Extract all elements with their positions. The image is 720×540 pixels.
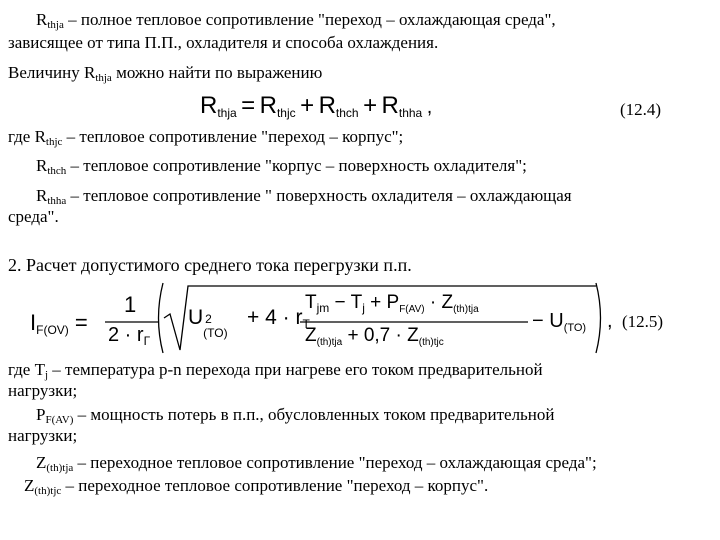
left-paren xyxy=(159,283,164,353)
text: можно найти по выражению xyxy=(111,63,323,82)
definition-continuation: среда". xyxy=(8,207,59,226)
eq-symbol: T xyxy=(305,292,317,313)
paragraph-line: зависящее от типа П.П., охладителя и способа охлаждения. xyxy=(8,33,439,52)
eq-subscript: thja xyxy=(217,106,237,120)
eq-plus: + xyxy=(300,92,315,119)
text: – тепловое сопротивление "переход – корпус"; xyxy=(62,127,404,146)
eq-comma: , xyxy=(426,96,433,118)
eq-subscript: j xyxy=(362,301,365,315)
symbol-z: Z xyxy=(24,476,35,495)
text: – тепловое сопротивление "корпус – поверхность охладителя"; xyxy=(66,156,527,175)
subscript: thja xyxy=(47,19,64,31)
eq2-minus-u xyxy=(532,310,586,334)
eq-text: + 4 · r xyxy=(247,306,303,329)
eq2-comma: , xyxy=(607,310,613,332)
definition-pfav xyxy=(36,405,555,430)
subscript: thja xyxy=(95,72,112,84)
subscript: (th)tja xyxy=(46,462,74,474)
subscript: thha xyxy=(47,195,67,207)
eq-subscript: thch xyxy=(335,106,359,120)
eq-text: − U xyxy=(532,310,564,332)
subscript: F(AV) xyxy=(45,414,74,426)
eq-text: · Z xyxy=(424,292,454,313)
eq-superscript: 2 xyxy=(205,312,212,326)
definition-tj xyxy=(8,360,543,385)
eq-text: 2 · r xyxy=(108,324,144,346)
eq-subscript: F(AV) xyxy=(399,304,425,315)
subscript: j xyxy=(44,369,49,381)
equation-number: (12.4) xyxy=(620,100,662,119)
eq2-frac-num: 1 xyxy=(124,292,137,317)
definition-continuation: нагрузки; xyxy=(8,426,78,445)
eq2-inner-numerator xyxy=(305,292,479,315)
section-heading: 2. Расчет допустимого среднего тока перегрузки п.п. xyxy=(8,255,412,275)
eq-symbol: U xyxy=(188,306,204,329)
eq2-under-root xyxy=(188,306,310,340)
eq-text: + 0,7 · Z xyxy=(342,325,419,346)
eq2-lhs xyxy=(30,310,88,337)
eq-subscript: (TO) xyxy=(563,322,587,334)
symbol-r: R xyxy=(36,10,48,29)
subscript: thch xyxy=(47,165,67,177)
symbol-r: R xyxy=(36,156,48,175)
eq-subscript: (TO) xyxy=(203,326,228,340)
definition-zthtja xyxy=(36,453,597,478)
eq-plus: + xyxy=(363,92,378,119)
eq-subscript: Г xyxy=(143,334,151,348)
eq-subscript: thjc xyxy=(276,106,296,120)
text: Величину xyxy=(8,63,84,82)
text: – полное тепловое сопротивление "переход – охлаждающая среда", xyxy=(63,10,556,29)
eq-subscript: jm xyxy=(316,301,330,315)
definition-zthtjc xyxy=(24,476,488,501)
eq-text: + P xyxy=(364,292,400,313)
text: где xyxy=(8,127,35,146)
equation-number: (12.5) xyxy=(622,312,664,331)
eq2-inner-denominator xyxy=(305,325,444,348)
text: – переходное тепловое сопротивление "переход – корпус". xyxy=(61,476,489,495)
subscript: thjc xyxy=(45,136,63,148)
text: – тепловое сопротивление " поверхность охладителя – охлаждающая xyxy=(66,186,572,205)
eq-symbol: I xyxy=(30,310,37,335)
eq-symbol: R xyxy=(259,92,277,119)
eq-symbol: R xyxy=(318,92,336,119)
symbol-z: Z xyxy=(36,453,47,472)
eq-symbol: R xyxy=(200,92,218,119)
eq-symbol: Z xyxy=(305,325,317,346)
eq-text: − T xyxy=(329,292,363,313)
subscript: (th)tjc xyxy=(34,485,62,497)
text: – переходное тепловое сопротивление "переход – охлаждающая среда"; xyxy=(73,453,597,472)
symbol-r: R xyxy=(34,127,46,146)
symbol-p: P xyxy=(36,405,46,424)
text: – мощность потерь в п.п., обусловленных током предварительной xyxy=(73,405,555,424)
eq-equals: = xyxy=(74,310,88,335)
symbol-r: R xyxy=(36,186,48,205)
eq-subscript: (th)tjc xyxy=(418,337,444,348)
symbol-r: R xyxy=(83,63,96,82)
text: где T xyxy=(8,360,45,379)
eq-subscript: thha xyxy=(398,106,423,120)
text: – температура p-n перехода при нагреве его током предварительной xyxy=(48,360,543,379)
eq-equals: = xyxy=(241,92,256,119)
definition-continuation: нагрузки; xyxy=(8,381,78,400)
eq-subscript: F(OV) xyxy=(36,323,69,337)
right-paren xyxy=(596,283,601,353)
eq2-frac-den xyxy=(108,324,150,348)
eq-symbol: R xyxy=(381,92,399,119)
eq-subscript: (th)tja xyxy=(453,304,479,315)
eq-subscript: (th)tja xyxy=(316,337,343,348)
eq-subscript: T xyxy=(302,317,310,331)
